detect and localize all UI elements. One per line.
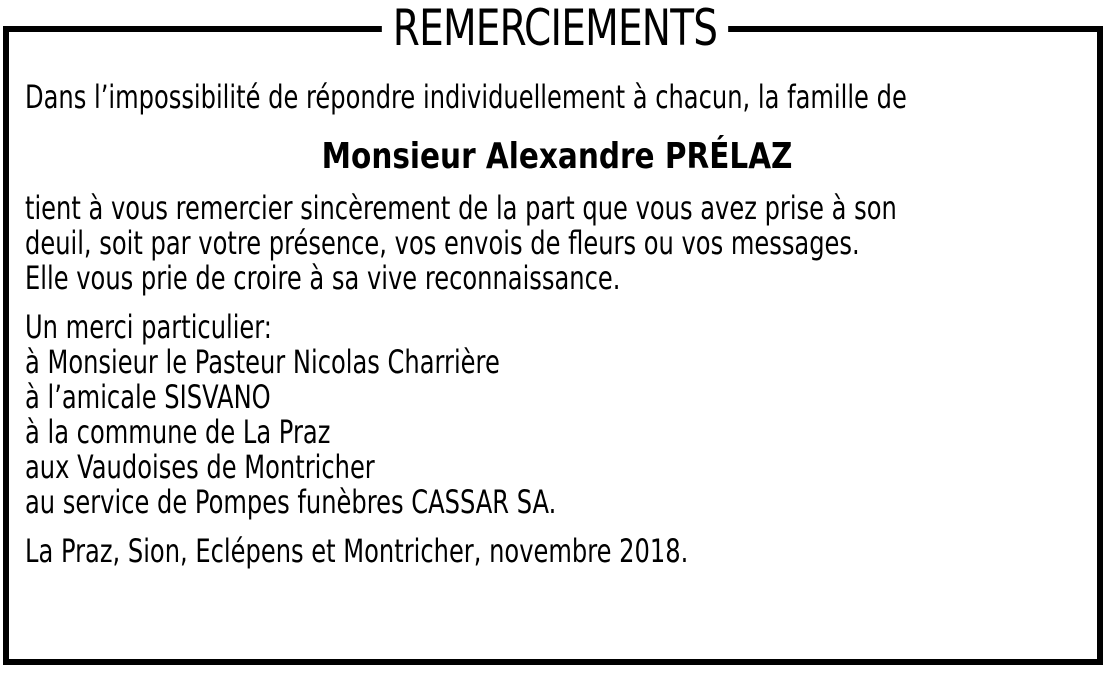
intro-line: Dans l’impossibilité de répondre individuellement à chacun, la famille de bbox=[25, 78, 907, 116]
special-thanks-item: à la commune de La Praz bbox=[25, 413, 331, 451]
place-date-line: La Praz, Sion, Eclépens et Montricher, novembre 2018. bbox=[25, 532, 689, 570]
special-thanks-item: à l’amicale SISVANO bbox=[25, 378, 271, 416]
thanks-line: Elle vous prie de croire à sa vive reconnaissance. bbox=[25, 259, 621, 297]
notice-heading: REMERCIEMENTS bbox=[382, 0, 728, 56]
special-thanks-item: au service de Pompes funèbres CASSAR SA. bbox=[25, 483, 557, 521]
heading-container bbox=[0, 0, 1110, 56]
thanks-paragraph bbox=[25, 191, 1090, 296]
deceased-name-text: Monsieur Alexandre PRÉLAZ bbox=[322, 136, 793, 177]
deceased-name bbox=[25, 137, 1090, 177]
special-thanks-item: à Monsieur le Pasteur Nicolas Charrière bbox=[25, 343, 500, 381]
special-thanks-block bbox=[25, 310, 1090, 520]
special-thanks-item: aux Vaudoises de Montricher bbox=[25, 448, 375, 486]
special-thanks-title: Un merci particulier: bbox=[25, 308, 272, 346]
notice-body bbox=[25, 72, 1090, 569]
thanks-line: tient à vous remercier sincèrement de la part que vous avez prise à son bbox=[25, 189, 897, 227]
thanks-line: deuil, soit par votre présence, vos envois de fleurs ou vos messages. bbox=[25, 224, 860, 262]
